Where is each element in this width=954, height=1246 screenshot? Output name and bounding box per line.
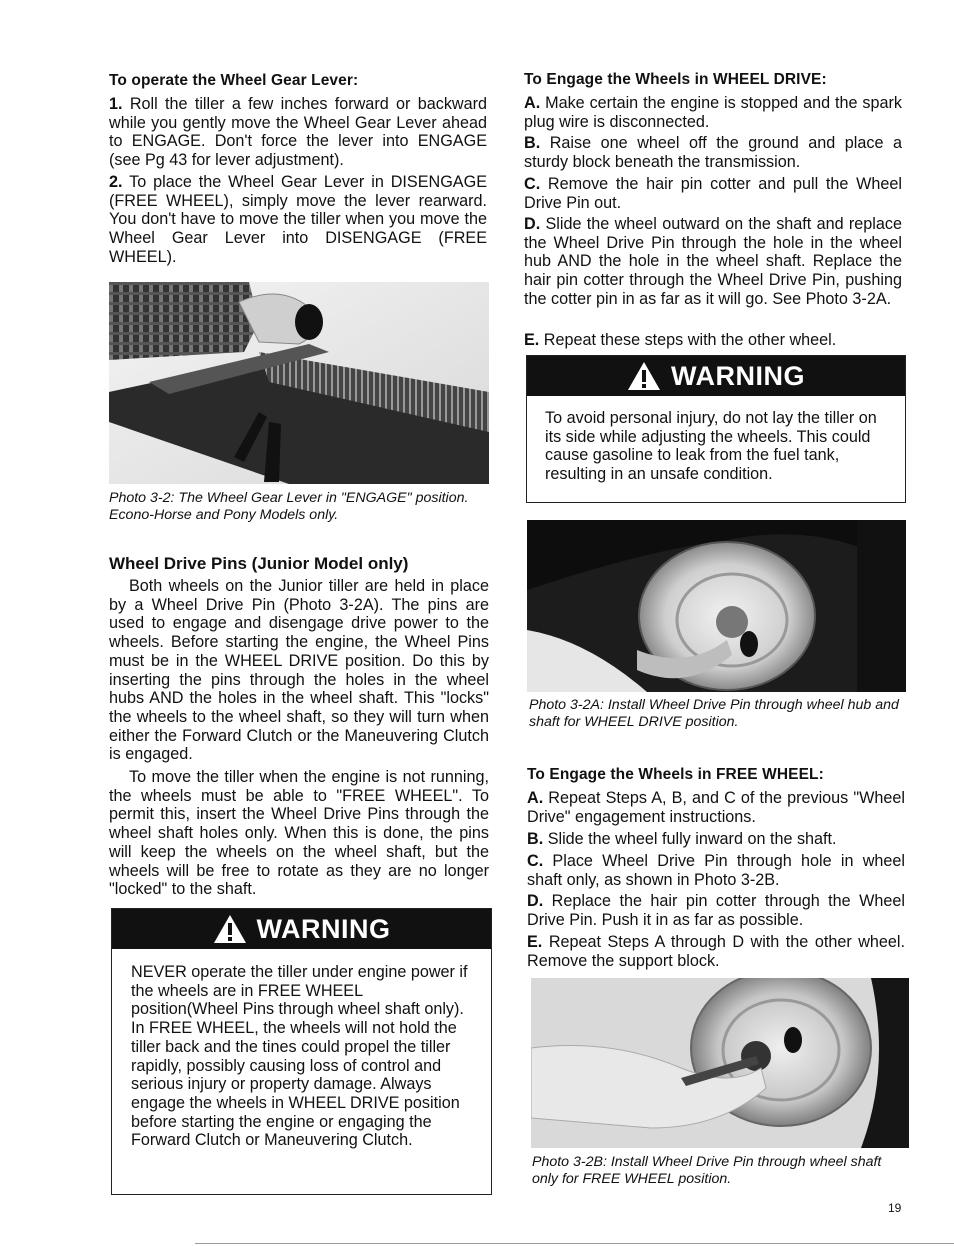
warning-title: WARNING bbox=[256, 913, 391, 944]
photo-3-2b-caption: Photo 3-2B: Install Wheel Drive Pin through wheel shaft only for FREE WHEEL position. bbox=[532, 1154, 882, 1187]
free-wheel-step-d: D. Replace the hair pin cotter through the Wheel Drive Pin. Push it in as far as possible. bbox=[527, 892, 905, 929]
free-wheel-step-c: C. Place Wheel Drive Pin through hole in wheel shaft only, as shown in Photo 3-2B. bbox=[527, 852, 905, 889]
photo-wheel-gear-lever bbox=[109, 282, 489, 484]
warning-title: WARNING bbox=[671, 360, 805, 391]
wheel-drive-heading: To Engage the Wheels in WHEEL DRIVE: bbox=[524, 71, 827, 88]
photo-3-2-caption: Photo 3-2: The Wheel Gear Lever in "ENGAGE" position. Econo-Horse and Pony Models only. bbox=[109, 490, 469, 523]
free-wheel-step-b: B. Slide the wheel fully inward on the shaft. bbox=[527, 830, 837, 848]
warning-banner bbox=[112, 909, 491, 949]
photo-3-2a-caption: Photo 3-2A: Install Wheel Drive Pin through wheel hub and shaft for WHEEL DRIVE position. bbox=[529, 697, 899, 730]
free-wheel-step-e: E. Repeat Steps A through D with the other wheel. Remove the support block. bbox=[527, 933, 906, 970]
warning-text: NEVER operate the tiller under engine power if the wheels are in FREE WHEEL position(Wheel Pins through wheel shaft only). In FREE WHEEL, the wheels will not hold the tiller back and the tines could propel the tiller rapidly, possibly causing loss of control and serious injury or property damage. Always engage the wheels in WHEEL DRIVE position before starting the engine or engaging the Forward Clutch or Maneuvering Clutch. bbox=[131, 963, 468, 1150]
warning-text: To avoid personal injury, do not lay the tiller on its side while adjusting the wheels. This could cause gasoline to leak from the fuel tank, resulting in an unsafe condition. bbox=[545, 409, 877, 484]
drive-pins-paragraph-2: To move the tiller when the engine is not running, the wheels must be able to "FREE WHEEL". To permit this, insert the Wheel Drive Pins through the wheel shaft holes only. When this is done, the pins will keep the wheels on the wheel shaft, but the wheels will be free to rotate as they are no longer "locked" to the shaft. bbox=[109, 768, 489, 899]
wheel-drive-step-c: C. Remove the hair pin cotter and pull the Wheel Drive Pin out. bbox=[524, 175, 903, 212]
warning-box-free-wheel bbox=[111, 908, 492, 1195]
photo-wheel-drive-pin bbox=[527, 520, 906, 692]
page-number: 19 bbox=[888, 1201, 902, 1215]
wheel-drive-step-b: B. Raise one wheel off the ground and place a sturdy block beneath the transmission. bbox=[524, 134, 903, 171]
warning-box-wheels bbox=[526, 355, 906, 503]
bottom-rule bbox=[195, 1243, 954, 1244]
wheel-drive-step-d: D. Slide the wheel outward on the shaft and replace the Wheel Drive Pin through the hole in the wheel hub AND the hole in the wheel shaft. Replace the hair pin cotter through the Wheel Drive Pin, pushing the cotter pin in as far as it will go. See Photo 3-2A. bbox=[524, 215, 902, 308]
warning-triangle-icon bbox=[627, 361, 661, 391]
wheel-drive-step-a: A. Make certain the engine is stopped and the spark plug wire is disconnected. bbox=[524, 94, 902, 131]
drive-pins-heading: Wheel Drive Pins (Junior Model only) bbox=[109, 554, 409, 573]
warning-banner bbox=[527, 356, 905, 396]
gear-lever-heading: To operate the Wheel Gear Lever: bbox=[109, 72, 359, 89]
wheel-drive-step-e: E. Repeat these steps with the other wheel. bbox=[524, 331, 837, 349]
warning-triangle-icon bbox=[213, 914, 247, 944]
free-wheel-step-a: A. Repeat Steps A, B, and C of the previous "Wheel Drive" engagement instructions. bbox=[527, 789, 906, 826]
gear-lever-step-2: 2. To place the Wheel Gear Lever in DISENGAGE (FREE WHEEL), simply move the lever rearward. You don't have to move the tiller when you move the Wheel Gear Lever into DISENGAGE (FREE WHEEL). bbox=[109, 173, 487, 266]
gear-lever-step-1: 1. Roll the tiller a few inches forward or backward while you gently move the Wheel Gear Lever ahead to ENGAGE. Don't force the lever into ENGAGE (see Pg 43 for lever adjustment). bbox=[109, 95, 487, 170]
photo-free-wheel-pin bbox=[531, 978, 909, 1148]
free-wheel-heading: To Engage the Wheels in FREE WHEEL: bbox=[527, 766, 824, 783]
drive-pins-paragraph-1: Both wheels on the Junior tiller are held in place by a Wheel Drive Pin (Photo 3-2A). The pins are used to engage and disengage drive power to the wheels. Before starting the engine, the Wheel Pins must be in the WHEEL DRIVE position. Do this by inserting the pins through the holes in the wheel hubs AND the holes in the wheel shaft. This "locks" the wheels to the wheel shaft, so they will turn when either the Forward Clutch or the Maneuvering Clutch is engaged. bbox=[109, 577, 489, 764]
